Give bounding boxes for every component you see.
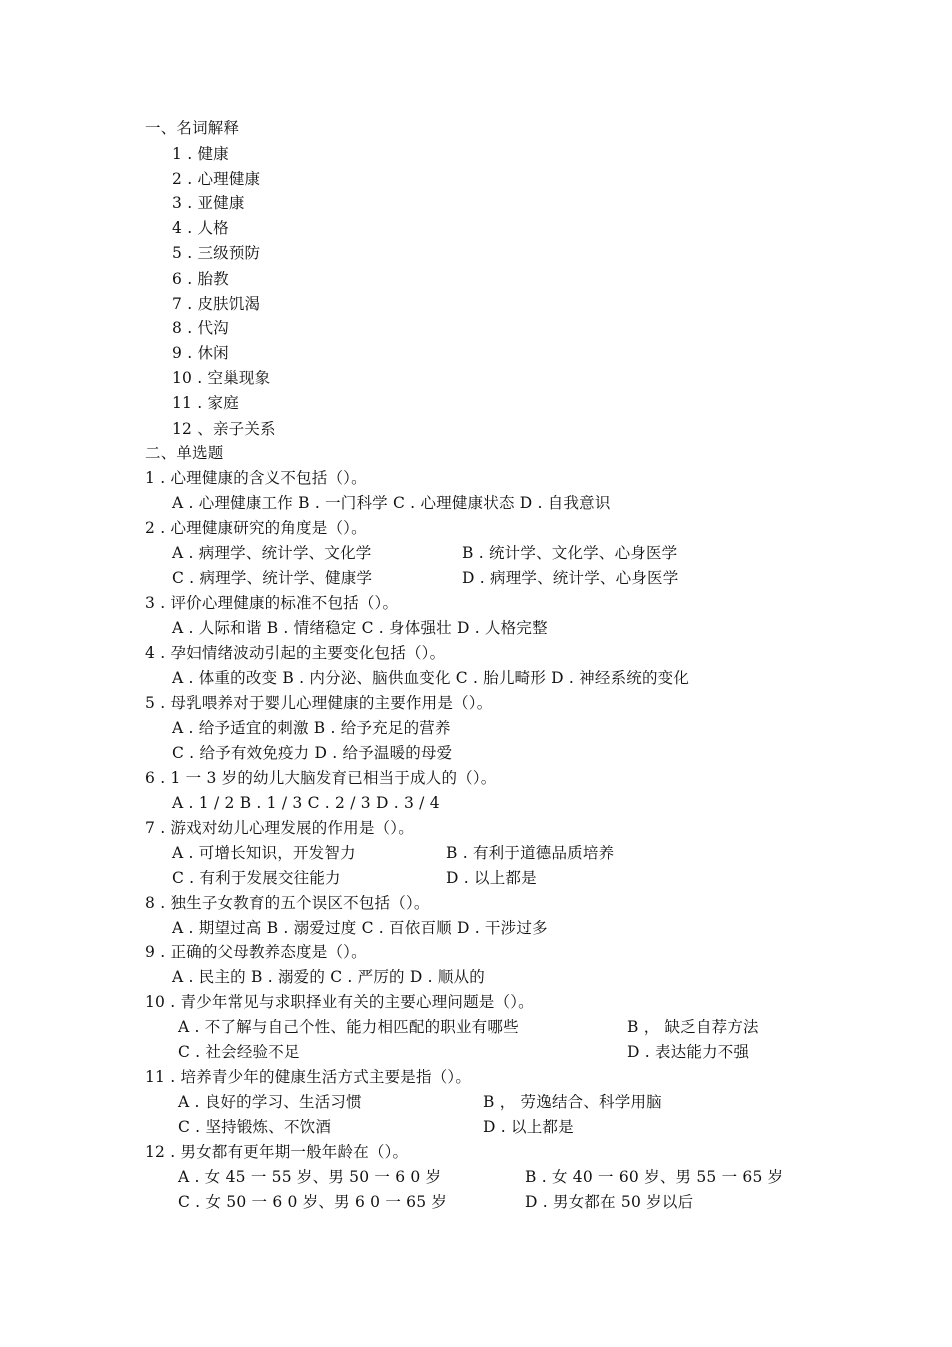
- option-c: C . 女 50 一 6 0 岁、男 6 0 一 65 岁: [178, 1193, 448, 1211]
- option-a: A . 良好的学习、生活习惯: [178, 1093, 362, 1111]
- option-c: C . 有利于发展交往能力: [172, 869, 341, 887]
- question-options: C . 给予有效免疫力 D . 给予温暖的母爱: [172, 744, 453, 762]
- question-stem: 7 . 游戏对幼儿心理发展的作用是（）。: [145, 819, 414, 837]
- term-item: 9 . 休闲: [172, 344, 229, 362]
- option-a: A . 女 45 一 55 岁、男 50 一 6 0 岁: [178, 1168, 442, 1186]
- option-a: A . 可增长知识，开发智力: [172, 844, 356, 862]
- question-stem: 4 . 孕妇情绪波动引起的主要变化包括（）。: [145, 644, 446, 662]
- term-item: 6 . 胎教: [172, 270, 229, 288]
- term-item: 12 、亲子关系: [172, 420, 276, 438]
- option-c: C . 社会经验不足: [178, 1043, 300, 1061]
- question-stem: 2 . 心理健康研究的角度是（）。: [145, 519, 367, 537]
- option-b: B . 统计学、文化学、心身医学: [462, 544, 678, 562]
- term-item: 1 . 健康: [172, 145, 229, 163]
- option-b: B ， 缺乏自荐方法: [627, 1018, 759, 1036]
- section-title-terms: 一、名词解释: [145, 119, 240, 137]
- term-item: 2 . 心理健康: [172, 170, 261, 188]
- term-item: 4 . 人格: [172, 219, 229, 237]
- question-stem: 3 . 评价心理健康的标准不包括（）。: [145, 594, 399, 612]
- section-title-single-choice: 二、单选题: [145, 444, 224, 462]
- term-item: 3 . 亚健康: [172, 194, 245, 212]
- option-d: D . 病理学、统计学、心身医学: [462, 569, 679, 587]
- option-b: B . 有利于道德品质培养: [446, 844, 615, 862]
- option-d: D . 表达能力不强: [627, 1043, 750, 1061]
- option-c: C . 坚持锻炼、不饮酒: [178, 1118, 332, 1136]
- option-d: D . 以上都是: [446, 869, 537, 887]
- option-c: C . 病理学、统计学、健康学: [172, 569, 373, 587]
- question-options: A . 心理健康工作 B . 一门科学 C . 心理健康状态 D . 自我意识: [172, 494, 611, 512]
- term-item: 10 . 空巢现象: [172, 369, 271, 387]
- option-b: B ， 劳逸结合、科学用脑: [483, 1093, 662, 1111]
- option-a: A . 病理学、统计学、文化学: [172, 544, 372, 562]
- question-options: A . 民主的 B . 溺爱的 C . 严厉的 D . 顺从的: [172, 968, 485, 986]
- question-stem: 6 . 1 一 3 岁的幼儿大脑发育已相当于成人的（）。: [145, 769, 497, 787]
- question-stem: 1 . 心理健康的含义不包括（）。: [145, 469, 367, 487]
- term-item: 5 . 三级预防: [172, 244, 261, 262]
- question-options: A . 期望过高 B . 溺爱过度 C . 百依百顺 D . 干涉过多: [172, 919, 548, 937]
- question-options: A . 1 / 2 B . 1 / 3 C . 2 / 3 D . 3 / 4: [172, 794, 440, 812]
- option-b: B . 女 40 一 60 岁、男 55 一 65 岁: [525, 1168, 784, 1186]
- term-item: 11 . 家庭: [172, 394, 239, 412]
- option-a: A . 不了解与自己个性、能力相匹配的职业有哪些: [178, 1018, 519, 1036]
- option-d: D . 以上都是: [483, 1118, 574, 1136]
- question-options: A . 体重的改变 B . 内分泌、脑供血变化 C . 胎儿畸形 D . 神经系统的变化: [172, 669, 690, 687]
- question-stem: 9 . 正确的父母教养态度是（）。: [145, 943, 367, 961]
- question-options: A . 给予适宜的刺激 B . 给予充足的营养: [172, 719, 451, 737]
- question-options: A . 人际和谐 B . 情绪稳定 C . 身体强壮 D . 人格完整: [172, 619, 548, 637]
- question-stem: 10 . 青少年常见与求职择业有关的主要心理问题是（）。: [145, 993, 534, 1011]
- option-d: D . 男女都在 50 岁以后: [525, 1193, 694, 1211]
- term-item: 7 . 皮肤饥渴: [172, 295, 261, 313]
- term-item: 8 . 代沟: [172, 319, 229, 337]
- question-stem: 5 . 母乳喂养对于婴儿心理健康的主要作用是（）。: [145, 694, 493, 712]
- question-stem: 8 . 独生子女教育的五个误区不包括（）。: [145, 894, 430, 912]
- question-stem: 12 . 男女都有更年期一般年龄在（）。: [145, 1143, 409, 1161]
- question-stem: 11 . 培养青少年的健康生活方式主要是指（）。: [145, 1068, 472, 1086]
